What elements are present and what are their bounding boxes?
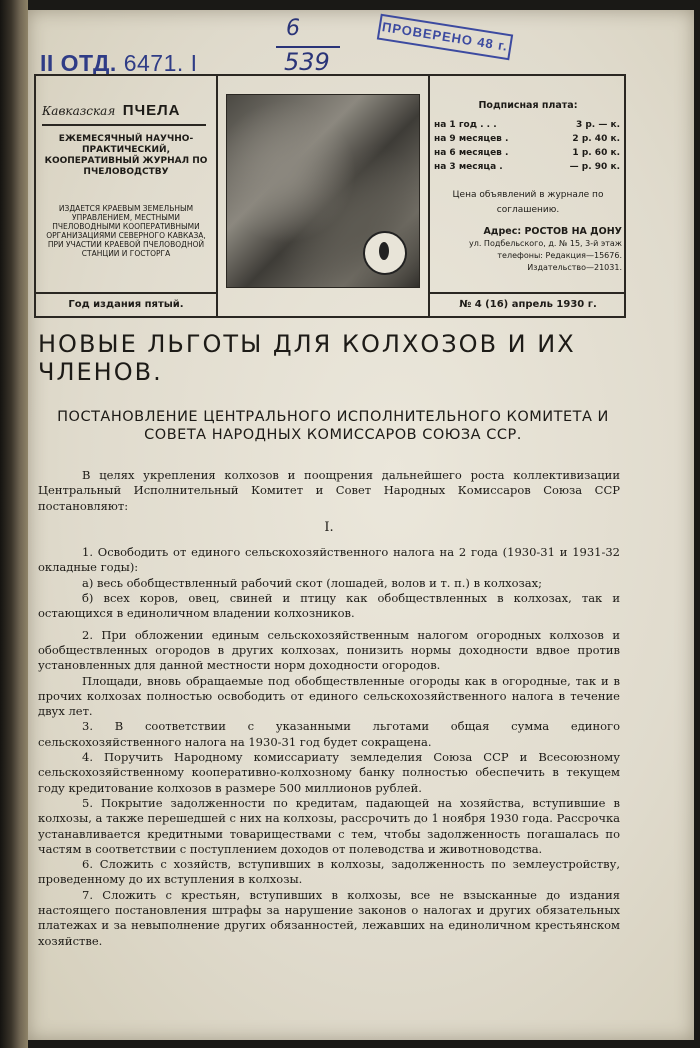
- ads-note: Цена объявлений в журнале по соглашению.: [452, 190, 604, 215]
- journal-page: [28, 10, 694, 1040]
- intro-paragraph: В целях укрепления колхозов и поощрения дальнейшего роста коллективизации Центральный Исполнительный Комитет и Совет Народных Комиссаров Союза ССР постановляют:: [38, 468, 620, 513]
- address-line: ул. Подбельского, д. № 15, 3-й этаж: [469, 239, 622, 248]
- section-number: I.: [324, 519, 334, 535]
- article-body: [38, 468, 620, 949]
- logo-title: ПЧЕЛА: [122, 102, 181, 119]
- subscription-title: Подписная плата:: [478, 100, 578, 111]
- subscription-price: — р. 90 к.: [569, 162, 620, 172]
- book-binding: [0, 0, 28, 1048]
- publisher-note: ИЗДАЕТСЯ КРАЕВЫМ ЗЕМЕЛЬНЫМ УПРАВЛЕНИЕМ, МЕСТНЫМИ ПЧЕЛОВОДНЫМИ КООПЕРАТИВНЫМИ ОРГАНИЗАЦИЯМИ СЕВЕРНОГО КАВКАЗА, ПРИ УЧАСТИИ КРАЕВОЙ ПЧЕЛОВОДНОЙ СТАНЦИИ И ГОСТОРГА: [46, 204, 206, 258]
- catalog-number: 6471.: [123, 50, 184, 76]
- subscription-row: [434, 146, 620, 160]
- subscription-row: [434, 118, 620, 132]
- paragraph-2: 2. При обложении единым сельскохозяйственным налогом огородных колхозов и обобществленных огородов в других колхозах, понизить нормы доходности вдвое против установленных для данной местности норм доходности огородов.: [38, 627, 620, 673]
- masthead: [34, 74, 626, 318]
- subscription-term: на 3 месяца .: [434, 162, 503, 172]
- department-stamp: [40, 50, 198, 77]
- handwritten-fraction-bottom: 539: [276, 46, 340, 76]
- address-title: Адрес: РОСТОВ НА ДОНУ: [483, 226, 622, 237]
- publication-year: Год издания пятый.: [36, 292, 216, 316]
- department-label: II ОТД.: [40, 50, 117, 76]
- journal-logo: [42, 102, 206, 126]
- subscription-price: 3 р. — к.: [575, 120, 620, 130]
- paragraph-4: 4. Поручить Народному комиссариату земледелия Союза ССР и Всесоюзному сельскохозяйственному кооперативно-колхозному банку полностью обеспечить в текущем году кредитование колхозов в размере 500 миллионов рублей.: [38, 750, 620, 795]
- paragraph-1a: а) весь обобществленный рабочий скот (лошадей, волов и т. п.) в колхозах;: [82, 575, 543, 590]
- paragraph-1: 1. Освободить от единого сельскохозяйственного налога на 2 года (1930-31 и 1931-32 окладные годы):: [38, 545, 620, 575]
- cover-photo: [226, 94, 420, 288]
- catalog-roman: I: [190, 50, 198, 76]
- checked-stamp: ПРОВЕРЕНО 48 г.: [377, 14, 513, 61]
- subscription-price: 2 р. 40 к.: [572, 134, 620, 144]
- issue-number: № 4 (16) апрель 1930 г.: [430, 292, 626, 316]
- masthead-left-panel: [36, 76, 218, 316]
- handwritten-fraction-top: 6: [286, 16, 300, 41]
- article-title: НОВЫЕ ЛЬГОТЫ ДЛЯ КОЛХОЗОВ И ИХ ЧЛЕНОВ.: [38, 330, 576, 386]
- bee-emblem-icon: [363, 231, 407, 275]
- paragraph-5: 5. Покрытие задолженности по кредитам, падающей на хозяйства, вступившие в колхозы, а также перешедшей с них на колхозы, рассрочить до 1 ноября 1930 года. Рассрочка устанавливается кредитными товариществами с тем, чтобы задолженность погашалась по частям в соответствии с поступлением доходов от полеводства и животноводства.: [38, 795, 620, 856]
- phones-publisher: Издательство—21031.: [527, 263, 622, 272]
- subscription-row: [434, 160, 620, 174]
- subscription-price: 1 р. 60 к.: [572, 148, 620, 158]
- address-block: [434, 226, 622, 274]
- paragraph-1b: б) всех коров, овец, свиней и птицу как обобществленных в колхозах, так и остающихся в единоличном владении колхозников.: [38, 591, 620, 621]
- journal-description: ЕЖЕМЕСЯЧНЫЙ НАУЧНО-ПРАКТИЧЕСКИЙ, КООПЕРАТИВНЫЙ ЖУРНАЛ ПО ПЧЕЛОВОДСТВУ: [44, 134, 208, 177]
- subscription-term: на 1 год . . .: [434, 120, 497, 130]
- masthead-right-panel: [428, 76, 626, 316]
- subscription-row: [434, 132, 620, 146]
- paragraph-7: 7. Сложить с крестьян, вступивших в колхозы, все не взысканные до издания настоящего постановления штрафы за нарушение законов о налогах и других обязательных платежах и за невыполнение других обязанностей, лежавших на единоличном крестьянском хозяйстве.: [38, 887, 620, 948]
- subscription-term: на 6 месяцев .: [434, 148, 509, 158]
- subscription-term: на 9 месяцев .: [434, 134, 509, 144]
- paragraph-3: 3. В соответствии с указанными льготами общая сумма единого сельскохозяйственного налога на 1930-31 год будет сокращена.: [38, 719, 620, 749]
- subscription-table: [434, 118, 620, 174]
- phones-editorial: телефоны: Редакция—15676.: [497, 251, 622, 260]
- article-subtitle: ПОСТАНОВЛЕНИЕ ЦЕНТРАЛЬНОГО ИСПОЛНИТЕЛЬНОГО КОМИТЕТА И СОВЕТА НАРОДНЫХ КОМИССАРОВ СОЮЗА ССР.: [57, 409, 609, 443]
- paragraph-6: 6. Сложить с хозяйств, вступивших в колхозы, задолженность по землеустройству, проведенному до их вступления в колхозы.: [38, 857, 620, 887]
- paragraph-2b: Площади, вновь обращаемые под обобществленные огороды как в огородные, так и в прочих колхозах полностью освободить от единого сельскохозяйственного налога в течение двух лет.: [38, 673, 620, 719]
- logo-script: Кавказская: [42, 104, 116, 118]
